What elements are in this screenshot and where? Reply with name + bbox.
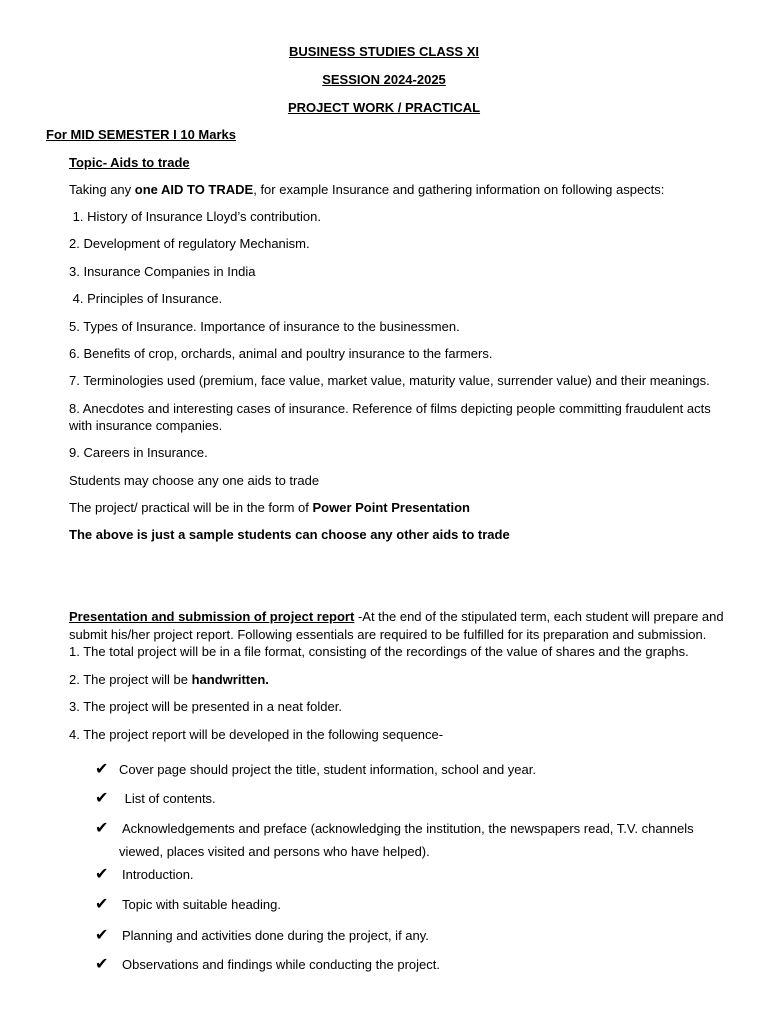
topic-heading: Topic- Aids to trade: [69, 155, 190, 170]
sample-note: The above is just a sample students can choose any other aids to trade: [69, 527, 510, 542]
checkmark-icon: ✔: [95, 820, 109, 837]
aspect-item-3: 3. Insurance Companies in India: [69, 264, 256, 279]
essential-item-3: 3. The project will be presented in a neat folder.: [69, 699, 342, 714]
intro-bold: one AID TO TRADE: [134, 182, 254, 197]
presentation-line1: -At the end of the stipulated term, each student will prepare and: [354, 609, 724, 624]
checkmark-icon: ✔: [95, 866, 109, 883]
essential-item-4: 4. The project report will be developed in the following sequence-: [69, 727, 444, 742]
essential-item-2-bold: handwritten.: [191, 672, 269, 687]
sequence-item-cover-page: Cover page should project the title, student information, school and year.: [119, 762, 536, 777]
aspect-item-8: 8. Anecdotes and interesting cases of insurance. Reference of films depicting people committing fraudulent acts: [69, 401, 711, 416]
aspect-item-8-continued: with insurance companies.: [69, 418, 223, 433]
presentation-heading: Presentation and submission of project report: [69, 609, 355, 624]
checkmark-icon: ✔: [95, 927, 109, 944]
sequence-item-observations: Observations and findings while conducting the project.: [122, 957, 440, 972]
aspect-item-7: 7. Terminologies used (premium, face value, market value, maturity value, surrender value) and their meanings.: [69, 373, 710, 388]
sequence-item-planning: Planning and activities done during the project, if any.: [122, 928, 429, 943]
form-note-bold: Power Point Presentation: [312, 500, 470, 515]
sequence-item-topic: Topic with suitable heading.: [122, 897, 281, 912]
checkmark-icon: ✔: [95, 761, 109, 778]
essential-item-1: 1. The total project will be in a file format, consisting of the recordings of the value of shares and the graphs.: [69, 644, 689, 659]
sequence-item-acknowledgements-continued: viewed, places visited and persons who have helped).: [119, 844, 430, 859]
choose-note: Students may choose any one aids to trade: [69, 473, 320, 488]
aspect-item-9: 9. Careers in Insurance.: [69, 445, 208, 460]
sequence-item-acknowledgements: Acknowledgements and preface (acknowledging the institution, the newspapers read, T.V. channels: [122, 821, 694, 836]
form-note: [69, 499, 470, 516]
sequence-item-contents: List of contents.: [121, 791, 216, 806]
intro-post: , for example Insurance and gathering information on following aspects:: [253, 182, 665, 197]
aspect-item-6: 6. Benefits of crop, orchards, animal and poultry insurance to the farmers.: [69, 346, 493, 361]
aspect-item-4: 4. Principles of Insurance.: [69, 291, 223, 306]
intro-paragraph: [69, 181, 664, 198]
presentation-line2: submit his/her project report. Following essentials are required to be fulfilled for its preparation and submission.: [69, 627, 707, 642]
aspect-item-2: 2. Development of regulatory Mechanism.: [69, 236, 310, 251]
checkmark-icon: ✔: [95, 790, 109, 807]
intro-pre: Taking any: [69, 182, 135, 197]
checkmark-icon: ✔: [95, 896, 109, 913]
semester-heading: For MID SEMESTER I 10 Marks: [46, 127, 236, 142]
aspect-item-5: 5. Types of Insurance. Importance of insurance to the businessmen.: [69, 319, 460, 334]
form-note-pre: The project/ practical will be in the form of: [69, 500, 313, 515]
essential-item-2: [69, 671, 269, 688]
session-heading: SESSION 2024-2025: [322, 72, 446, 87]
presentation-paragraph: [69, 608, 724, 625]
document-title: BUSINESS STUDIES CLASS XI: [289, 44, 479, 59]
project-work-heading: PROJECT WORK / PRACTICAL: [287, 100, 481, 115]
sequence-item-introduction: Introduction.: [122, 867, 194, 882]
checkmark-icon: ✔: [95, 956, 109, 973]
essential-item-2-pre: 2. The project will be: [69, 672, 192, 687]
aspect-item-1: 1. History of Insurance Lloyd’s contribution.: [69, 209, 321, 224]
